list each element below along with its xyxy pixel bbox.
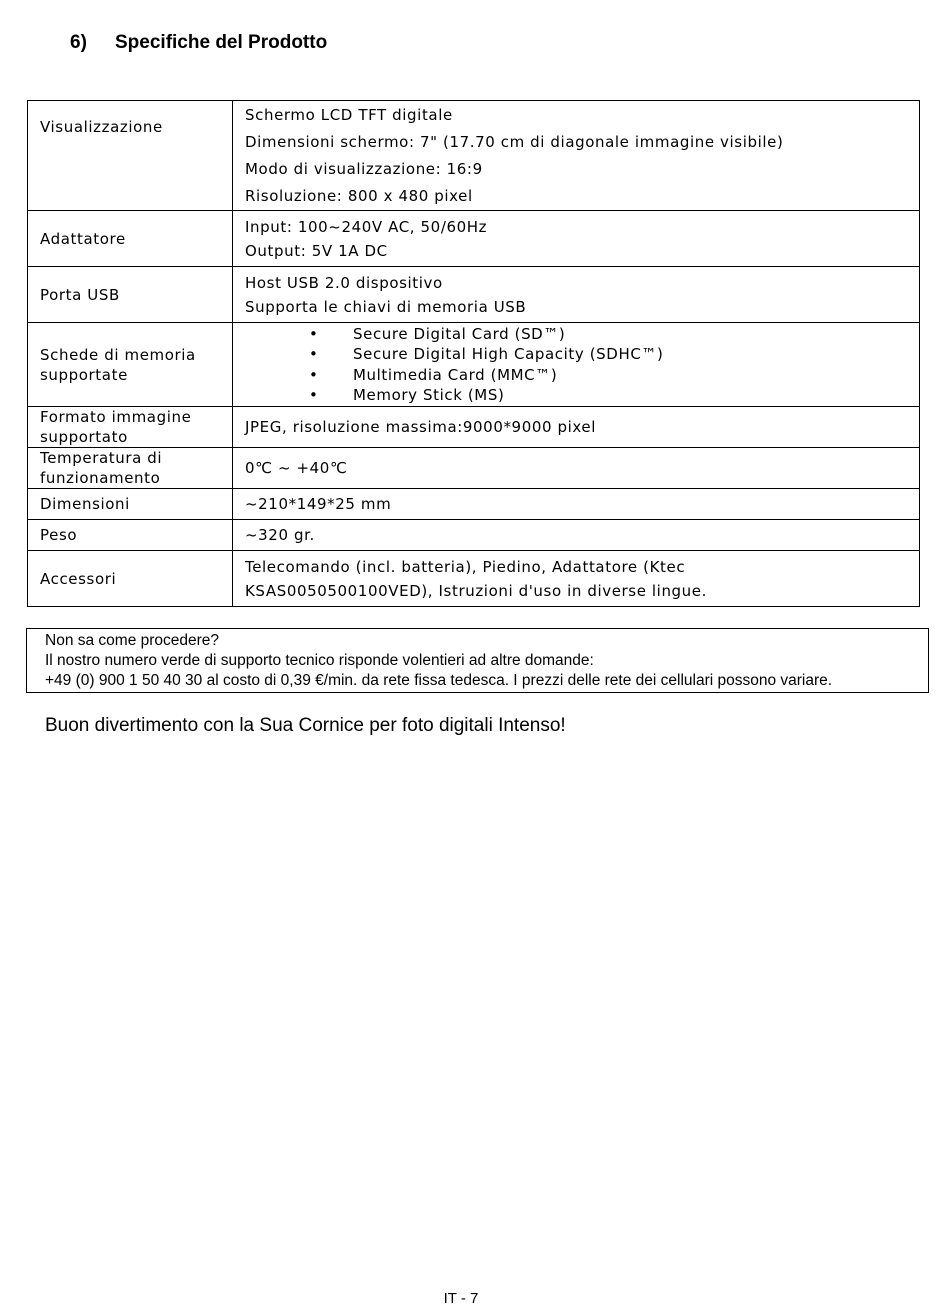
memory-card-list <box>245 324 907 406</box>
table-row <box>28 551 920 607</box>
value-line: Input: 100~240V AC, 50/60Hz <box>245 217 488 236</box>
closing-message: Buon divertimento con la Sua Cornice per foto digitali Intenso! <box>45 715 566 736</box>
row-label: Accessori <box>28 551 233 607</box>
list-item: • Multimedia Card (MMC™) <box>353 365 907 386</box>
row-value <box>233 551 920 607</box>
row-label: Temperatura di funzionamento <box>28 448 233 489</box>
row-value <box>233 267 920 323</box>
table-row <box>28 448 920 489</box>
row-value <box>233 448 920 489</box>
table-row <box>28 323 920 407</box>
value-line: ~210*149*25 mm <box>245 494 392 513</box>
value-line: Host USB 2.0 dispositivo <box>245 273 443 292</box>
value-line: Modo di visualizzazione: 16:9 <box>245 159 483 178</box>
value-line: Schermo LCD TFT digitale <box>245 105 453 124</box>
row-value <box>233 323 920 407</box>
list-item: • Secure Digital High Capacity (SDHC™) <box>353 344 907 365</box>
table-row <box>28 267 920 323</box>
value-line: Supporta le chiavi di memoria USB <box>245 297 527 316</box>
table-row <box>28 211 920 267</box>
value-line: JPEG, risoluzione massima:9000*9000 pixel <box>245 417 597 436</box>
row-value <box>233 489 920 520</box>
support-box <box>26 628 929 693</box>
row-value <box>233 520 920 551</box>
support-phone: +49 (0) 900 1 50 40 30 al costo di 0,39 €/min. da rete fissa tedesca. I prezzi delle rete dei cellulari possono variare. <box>45 672 833 689</box>
value-line: Output: 5V 1A DC <box>245 241 388 260</box>
support-info: Il nostro numero verde di supporto tecnico risponde volentieri ad altre domande: <box>45 652 594 669</box>
row-label: Dimensioni <box>28 489 233 520</box>
list-item: • Secure Digital Card (SD™) <box>353 324 907 345</box>
spec-table <box>27 100 920 607</box>
row-value <box>233 211 920 267</box>
page-number: IT - 7 <box>443 1290 479 1307</box>
row-label: Adattatore <box>28 211 233 267</box>
row-value <box>233 101 920 211</box>
list-item: • Memory Stick (MS) <box>353 385 907 406</box>
value-line: Risoluzione: 800 x 480 pixel <box>245 186 473 205</box>
row-value <box>233 407 920 448</box>
section-number: 6) <box>70 32 87 53</box>
row-label: Formato immagine supportato <box>28 407 233 448</box>
value-line: 0℃ ~ +40℃ <box>245 458 348 477</box>
table-row <box>28 489 920 520</box>
value-line: ~320 gr. <box>245 525 315 544</box>
value-line: Dimensioni schermo: 7" (17.70 cm di diagonale immagine visibile) <box>245 132 784 151</box>
row-label: Porta USB <box>28 267 233 323</box>
row-label: Peso <box>28 520 233 551</box>
section-heading <box>70 32 327 54</box>
row-label: Visualizzazione <box>28 101 233 211</box>
section-title: Specifiche del Prodotto <box>115 32 328 53</box>
table-row <box>28 101 920 211</box>
table-row <box>28 407 920 448</box>
support-question: Non sa come procedere? <box>45 632 220 649</box>
value-line: Telecomando (incl. batteria), Piedino, Adattatore (Ktec <box>245 557 686 576</box>
table-row <box>28 520 920 551</box>
row-label: Schede di memoria supportate <box>28 323 233 407</box>
value-line: KSAS0050500100VED), Istruzioni d'uso in diverse lingue. <box>245 581 707 600</box>
